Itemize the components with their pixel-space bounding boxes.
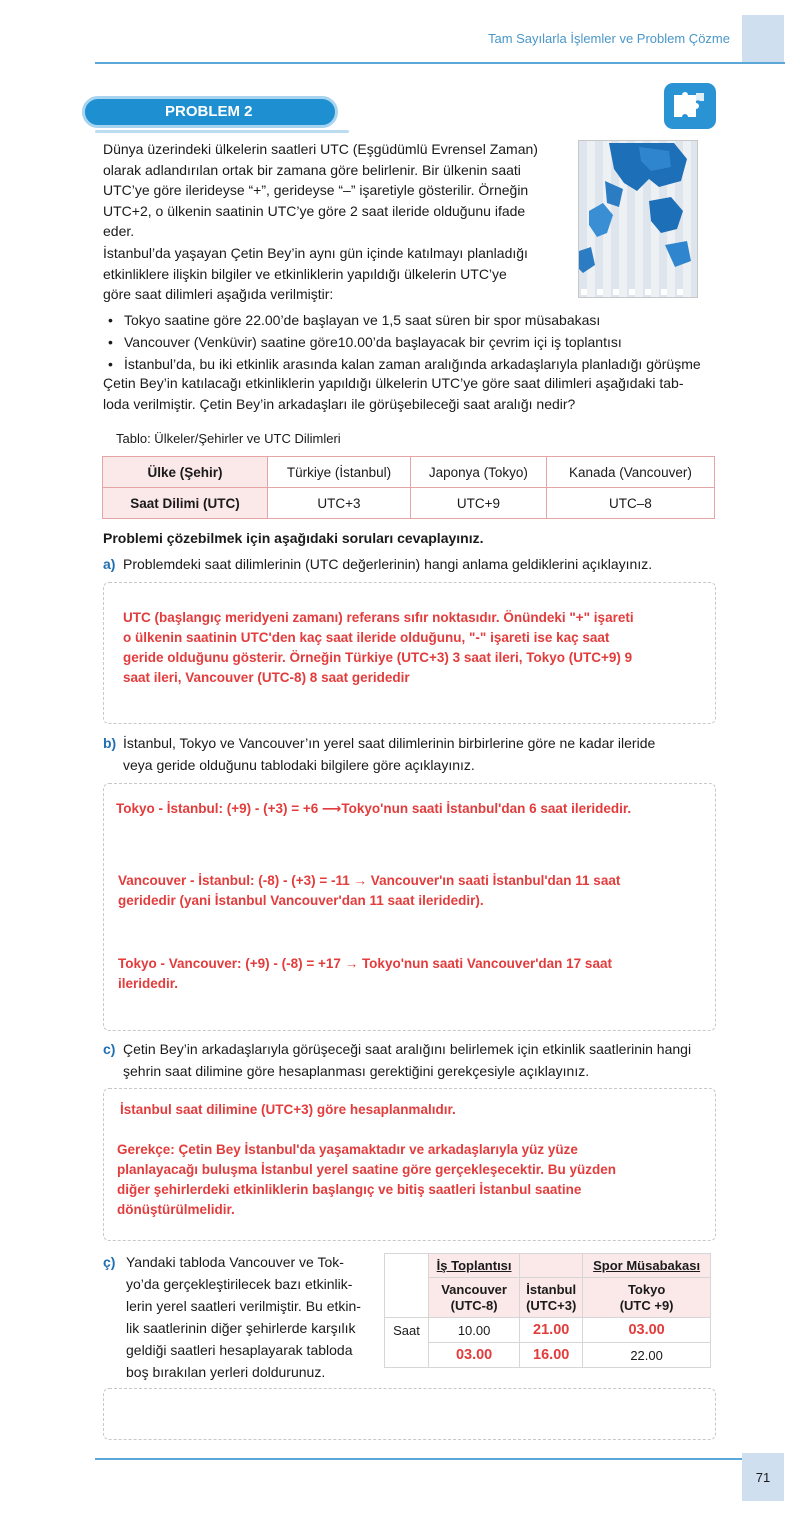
table-cell: UTC+9: [410, 488, 546, 519]
intro-line: olarak adlandırılan ortak bir zamana göre belirlenir. Bir ülkenin saati: [103, 161, 521, 178]
table-header-cell: Saat Dilimi (UTC): [103, 488, 268, 519]
answer-line: Gerekçe: Çetin Bey İstanbul'da yaşamaktadır ve arkadaşlarıyla yüz yüze: [117, 1142, 578, 1157]
intro-line: UTC’ye göre ilerideyse “+”, gerideyse “–” işaretiyle gösterilir. Örneğin: [103, 182, 529, 198]
table-cell: 22.00: [583, 1343, 711, 1368]
list-item: • Tokyo saatine göre 22.00’de başlayan ve 1,5 saat süren bir spor müsabakası: [103, 309, 743, 331]
utc-table: [102, 456, 715, 519]
table-cell[interactable]: 03.00: [429, 1343, 520, 1368]
table-header-cell: İş Toplantısı: [429, 1254, 520, 1278]
table-header-cell: Ülke (Şehir): [103, 457, 268, 488]
answer-line: diğer şehirlerdeki etkinliklerin başlangıç ve bitiş saatleri İstanbul saatine: [117, 1182, 582, 1197]
event-times-table: [384, 1253, 711, 1368]
table-row: [103, 488, 715, 519]
table-header-cell: Spor Müsabakası: [583, 1254, 711, 1278]
table-cell: UTC+3: [268, 488, 411, 519]
city-zone: (UTC+3): [526, 1297, 577, 1313]
answer-line: Tokyo - Vancouver: (+9) - (-8) = +17 → Tokyo'nun saati Vancouver'dan 17 saat: [118, 956, 612, 971]
answer-b1: Tokyo - İstanbul: (+9) - (+3) = +6 ⟶Tokyo'nun saati İstanbul'dan 6 saat ileridedir.: [116, 801, 632, 816]
question-cc-text: [126, 1251, 369, 1383]
context-paragraph: [103, 243, 573, 305]
answer-line: saat ileri, Vancouver (UTC-8) 8 saat geridedir: [123, 670, 410, 685]
table-row-label: Saat: [385, 1318, 429, 1368]
answer-c1: İstanbul saat dilimine (UTC+3) göre hesaplanmalıdır.: [120, 1102, 456, 1117]
city-zone: (UTC-8): [450, 1297, 498, 1313]
table-header-cell: [429, 1278, 520, 1318]
answer-c2: [117, 1140, 707, 1220]
table-row: [385, 1343, 711, 1368]
question-text: Problemdeki saat dilimlerinin (UTC değerlerinin) hangi anlama geldiklerini açıklayınız.: [123, 556, 653, 572]
question-line: boş bırakılan yerleri doldurunuz.: [126, 1364, 326, 1380]
context-line: etkinliklere ilişkin bilgiler ve etkinliklerin yapıldığı ülkelerin UTC’ye: [103, 265, 507, 282]
answer-line: geride olduğunu gösterir. Örneğin Türkiye (UTC+3) 3 saat ileri, Tokyo (UTC+9) 9: [123, 650, 633, 665]
table-caption: Tablo: Ülkeler/Şehirler ve UTC Dilimleri: [116, 431, 341, 446]
table-row: [385, 1318, 711, 1343]
table-empty-cell: [520, 1254, 583, 1278]
table-empty-cell: [385, 1254, 429, 1318]
question-cc-label-wrap: [103, 1251, 123, 1273]
question-label: c): [103, 1041, 116, 1057]
answer-a: [123, 608, 708, 688]
world-time-zone-map: [578, 140, 698, 298]
table-cell: Türkiye (İstanbul): [268, 457, 411, 488]
question-line: yo’da gerçekleştirilecek bazı etkinlik-: [126, 1276, 353, 1292]
question-text: Çetin Bey’in arkadaşlarıyla görüşeceği saat aralığını belirlemek için etkinlik saatlerinin hangi: [123, 1041, 692, 1057]
table-cell: Kanada (Vancouver): [546, 457, 714, 488]
question-line: geldiği saatleri hesaplayarak tabloda: [126, 1342, 353, 1358]
table-row: [385, 1254, 711, 1278]
answer-b2: [118, 871, 708, 911]
table-cell: 10.00: [429, 1318, 520, 1343]
intro-paragraph: [103, 139, 573, 242]
context-line: göre saat dilimleri aşağıda verilmiştir:: [103, 286, 334, 302]
header-divider: [95, 62, 785, 64]
question-label: a): [103, 556, 116, 572]
question-paragraph: [103, 373, 723, 415]
table-cell[interactable]: 21.00: [520, 1318, 583, 1343]
header-corner-box: [742, 15, 784, 63]
city-zone: (UTC +9): [619, 1297, 674, 1313]
question-line: lerin yerel saatleri verilmiştir. Bu etkin-: [126, 1298, 361, 1314]
table-cell: Japonya (Tokyo): [410, 457, 546, 488]
answer-line: geridedir (yani İstanbul Vancouver'dan 11 saat ileridedir).: [118, 893, 484, 908]
answer-line: ileridedir.: [118, 976, 179, 991]
question-b: [103, 732, 723, 776]
table-cell[interactable]: 16.00: [520, 1343, 583, 1368]
question-label: b): [103, 735, 117, 751]
table-cell[interactable]: 03.00: [583, 1318, 711, 1343]
city-name: Tokyo: [627, 1281, 666, 1297]
context-line: İstanbul’da yaşayan Çetin Bey’in aynı gün içinde katılmayı planladığı: [103, 245, 528, 261]
table-cell: UTC–8: [546, 488, 714, 519]
intro-line: Dünya üzerindeki ülkelerin saatleri UTC (Eşgüdümlü Evrensel Zaman): [103, 141, 538, 157]
problem-title: PROBLEM 2: [82, 96, 338, 128]
question-text: İstanbul, Tokyo ve Vancouver’ın yerel saat dilimlerinin birbirlerine göre ne kadar ileride: [123, 735, 656, 751]
question-line: loda verilmiştir. Çetin Bey’in arkadaşları ile görüşebileceği saat aralığı nedir?: [103, 396, 576, 412]
footer-divider: [95, 1458, 742, 1460]
table-header-cell: [520, 1278, 583, 1318]
question-c: [103, 1038, 723, 1082]
table-row: [103, 457, 715, 488]
table-header-cell: [583, 1278, 711, 1318]
answer-line: planlayacağı buluşma İstanbul yerel saatine göre gerçekleşecektir. Bu yüzden: [117, 1162, 616, 1177]
answer-line: o ülkenin saatinin UTC'den kaç saat ileride olduğunu, "-" işareti ise kaç saat: [123, 630, 610, 645]
answer-b3: [118, 954, 708, 994]
question-text: şehrin saat dilimine göre hesaplanması gerektiğini gerekçesiyle açıklayınız.: [123, 1063, 590, 1079]
city-name: İstanbul: [526, 1281, 577, 1297]
header-title: Tam Sayılarla İşlemler ve Problem Çözme: [487, 31, 730, 46]
question-text: veya geride olduğunu tablodaki bilgilere göre açıklayınız.: [123, 757, 475, 773]
puzzle-icon: [664, 83, 716, 129]
table-row: [385, 1278, 711, 1318]
intro-line: eder.: [103, 223, 135, 239]
question-line: lik saatlerinin diğer şehirlerde karşılık: [126, 1320, 356, 1336]
answer-line: dönüştürülmelidir.: [117, 1202, 235, 1217]
list-item: • İstanbul’da, bu iki etkinlik arasında kalan zaman aralığında arkadaşlarıyla planladığı görüşme: [103, 353, 743, 375]
answer-line: Vancouver - İstanbul: (-8) - (+3) = -11 → Vancouver'ın saati İstanbul'dan 11 saat: [118, 873, 621, 888]
intro-line: UTC+2, o ülkenin saatinin UTC’ye göre 2 saat ileride olduğunu ifade: [103, 202, 526, 219]
question-a: [103, 553, 723, 575]
answer-line: UTC (başlangıç meridyeni zamanı) referans sıfır noktasıdır. Önündeki "+" işareti: [123, 610, 634, 625]
question-line: Çetin Bey’in katılacağı etkinliklerin yapıldığı ülkelerin UTC’ye göre saat dilimleri aşağıdaki tab-: [103, 375, 684, 391]
question-label: ç): [103, 1254, 116, 1270]
answer-box-cc[interactable]: [103, 1388, 716, 1440]
instructions-heading: Problemi çözebilmek için aşağıdaki soruları cevaplayınız.: [103, 530, 484, 546]
question-line: Yandaki tabloda Vancouver ve Tok-: [126, 1254, 344, 1270]
list-item: • Vancouver (Venküvir) saatine göre10.00’da başlayacak bir çevrim içi iş toplantısı: [103, 331, 743, 353]
page-number: 71: [742, 1453, 784, 1501]
event-list: [103, 309, 743, 375]
city-name: Vancouver: [441, 1281, 507, 1297]
